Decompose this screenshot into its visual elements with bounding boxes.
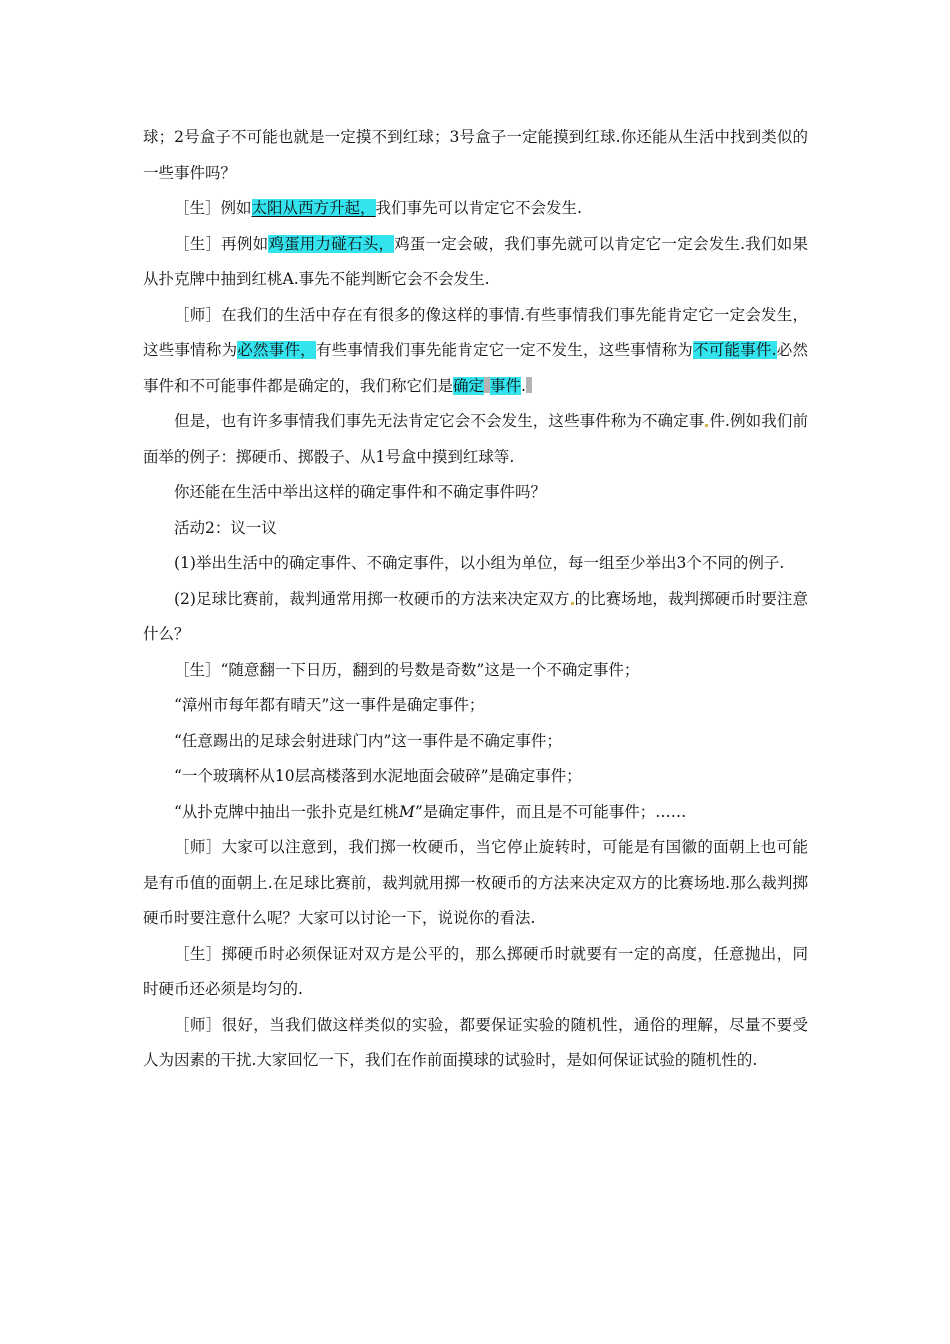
anchor-mark-2 [571, 602, 574, 605]
highlighted-example-sun: 太阳从西方升起， [251, 199, 376, 217]
question-2: (2)足球比赛前，裁判通常用掷一枚硬币的方法来决定双方 的比赛场地，裁判掷硬币时要注意什么？ [143, 589, 808, 643]
question-1: (1)举出生活中的确定事件、不确定事件，以小组为单位，每一组至少举出3个不同的例子. [174, 554, 785, 572]
paragraph-13: “一个玻璃杯从10层高楼落到水泥地面会破碎”是确定事件； [174, 767, 582, 785]
paragraph-12: “任意踢出的足球会射进球门内”这一事件是不确定事件； [174, 731, 562, 750]
paragraph-4: ［师］在我们的生活中存在有很多的像这样的事情.有些事情我们事先能肯定它一定会发生，这些事情称为必然事件，有些事情我们事先能肯定它一定不发生，这些事情称为不可能事件.必然事件和不可能事件都是确定的，我们称它们是确定 事件. [143, 305, 808, 395]
paragraph-17: ［师］很好，当我们做这样类似的实验，都要保证实验的随机性，通俗的理解，尽量不要受人为因素的干扰.大家回忆一下，我们在作前面摸球的试验时，是如何保证试验的随机性的. [143, 1015, 808, 1069]
paragraph-14: “从扑克牌中抽出一张扑克是红桃M”是确定事件，而且是不可能事件；…… [174, 802, 687, 821]
gray-mark-end [526, 377, 532, 393]
anchor-mark [705, 424, 708, 427]
paragraph-6: 你还能在生活中举出这样的确定事件和不确定事件吗？ [174, 483, 547, 501]
activity-heading: 活动2：议一议 [174, 518, 277, 537]
highlight-certain-event: 必然事件， [237, 341, 316, 359]
paragraph-1: 球；2号盒子不可能也就是一定摸不到红球；3号盒子一定能摸到红球.你还能从生活中找到类似的一些事件吗？ [143, 128, 808, 182]
paragraph-15: ［师］大家可以注意到，我们掷一枚硬币，当它停止旋转时，可能是有国徽的面朝上也可能是有币值的面朝上.在足球比赛前，裁判就用掷一枚硬币的方法来决定双方的比赛场地.那么裁判掷硬币时要注意什么呢？大家可以讨论一下，说说你的看法. [143, 838, 808, 927]
highlight-impossible-event: 不可能事件. [693, 341, 777, 359]
paragraph-16: ［生］掷硬币时必须保证对双方是公平的，那么掷硬币时就要有一定的高度，任意抛出，同时硬币还必须是均匀的. [143, 944, 808, 998]
paragraph-2: ［生］例如太阳从西方升起，我们事先可以肯定它不会发生. [174, 199, 582, 217]
paragraph-3: ［生］再例如鸡蛋用力碰石头，鸡蛋一定会破，我们事先就可以肯定它一定会发生.我们如果从扑克牌中抽到红桃A.事先不能判断它会不会发生. [143, 234, 808, 288]
document-body [143, 120, 808, 1079]
paragraph-10: ［生］“随意翻一下日历，翻到的号数是奇数”这是一个不确定事件； [174, 660, 640, 679]
highlighted-example-egg: 鸡蛋用力碰石头， [268, 234, 395, 253]
highlight-determined: 确定 [453, 376, 485, 395]
paragraph-5: 但是，也有许多事情我们事先无法肯定它会不会发生，这些事件称为不确定事 件.例如我们前面举的例子：掷硬币、掷骰子、从1号盒中摸到红球等. [143, 412, 808, 466]
paragraph-11: “漳州市每年都有晴天”这一事件是确定事件； [174, 696, 485, 714]
highlight-event: 事件 [490, 376, 522, 395]
